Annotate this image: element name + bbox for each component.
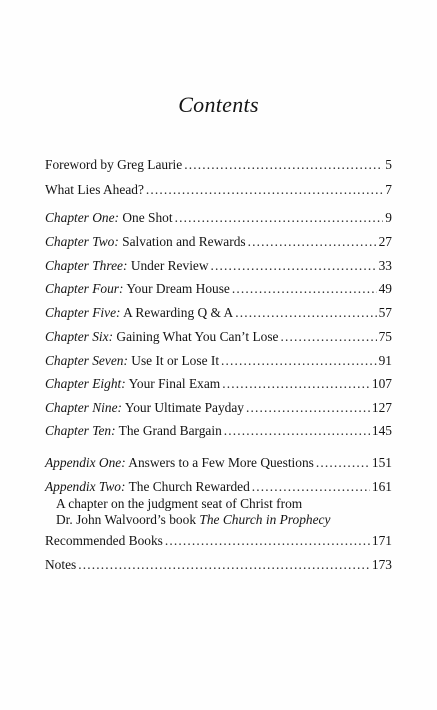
toc-entry-notes[interactable] [45,557,392,573]
dot-leader [211,258,377,274]
entry-title: Recommended Books [45,533,163,548]
entry-label [45,455,314,471]
entry-title: Your Ultimate Payday [124,400,245,415]
description-line-2 [56,512,386,528]
toc-entry-what-lies-ahead[interactable] [45,182,392,198]
entry-page-number: 9 [385,210,392,225]
entry-title: Use It or Lose It [131,353,220,368]
contents-title: Contents [178,92,259,117]
toc-entry-recommended-books[interactable] [45,533,392,549]
description-text: Dr. John Walvoord’s book [56,512,197,527]
dot-leader [165,533,370,549]
entry-prefix: Chapter Ten: [45,423,116,438]
toc-entry-chapter-seven[interactable] [45,353,392,369]
dot-leader [78,557,370,573]
entry-prefix: Chapter Three: [45,258,128,273]
entry-label [45,234,246,250]
entry-page-number: 49 [378,281,392,296]
dot-leader [246,400,370,416]
entry-title: Answers to a Few More Questions [128,455,314,470]
entry-title: Salvation and Rewards [122,234,246,249]
entry-prefix: Chapter Eight: [45,376,126,391]
toc-entry-chapter-six[interactable] [45,329,392,345]
entry-title: Gaining What You Can’t Lose [116,329,279,344]
dot-leader [146,182,383,198]
dot-leader [316,455,370,471]
entry-title: One Shot [122,210,173,225]
entry-label [45,557,76,573]
entry-label [45,258,209,274]
toc-entry-foreword[interactable] [45,157,392,173]
entry-prefix: Chapter One: [45,210,120,225]
entry-page-number: 151 [371,455,392,470]
entry-title: The Church Rewarded [128,479,250,494]
entry-title: Notes [45,557,77,572]
dot-leader [222,376,370,392]
entry-title: Under Review [130,258,209,273]
dot-leader [221,353,377,369]
appendix-two-description [56,496,386,528]
entry-page-number: 173 [371,557,392,572]
entry-title: A Rewarding Q & A [123,305,234,320]
dot-leader [235,305,376,321]
toc-entry-chapter-eight[interactable] [45,376,392,392]
entry-page-number: 145 [371,423,392,438]
entry-label [45,210,173,226]
entry-prefix: Chapter Seven: [45,353,128,368]
dot-leader [175,210,384,226]
dot-leader [248,234,377,250]
dot-leader [232,281,377,297]
entry-label [45,281,230,297]
dot-leader [184,157,383,173]
entry-title: What Lies Ahead? [45,182,144,197]
toc-entry-chapter-two[interactable] [45,234,392,250]
entry-title: Foreword by Greg Laurie [45,157,183,172]
entry-title: Your Final Exam [128,376,221,391]
entry-label [45,479,250,495]
entry-page-number: 107 [371,376,392,391]
toc-entry-chapter-three[interactable] [45,258,392,274]
entry-prefix: Chapter Six: [45,329,114,344]
entry-prefix: Chapter Two: [45,234,119,249]
entry-title: The Grand Bargain [118,423,222,438]
dot-leader [280,329,376,345]
entry-page-number: 127 [371,400,392,415]
toc-entry-appendix-one[interactable] [45,455,392,471]
description-line-1: A chapter on the judgment seat of Christ from [56,496,303,511]
toc-entry-chapter-ten[interactable] [45,423,392,439]
entry-label [45,423,222,439]
entry-page-number: 7 [385,182,392,197]
entry-label [45,157,182,173]
entry-prefix: Appendix One: [45,455,126,470]
entry-prefix: Chapter Nine: [45,400,122,415]
entry-page-number: 27 [378,234,392,249]
entry-title: Your Dream House [126,281,230,296]
entry-page-number: 161 [371,479,392,494]
entry-page-number: 57 [378,305,392,320]
toc-entry-chapter-four[interactable] [45,281,392,297]
toc-entry-chapter-five[interactable] [45,305,392,321]
book-title: The Church in Prophecy [199,512,331,527]
entry-page-number: 5 [385,157,392,172]
entry-page-number: 33 [378,258,392,273]
dot-leader [252,479,370,495]
toc-entry-appendix-two[interactable] [45,479,392,495]
entry-label [45,533,163,549]
entry-page-number: 75 [378,329,392,344]
entry-prefix: Chapter Four: [45,281,124,296]
entry-label [45,400,244,416]
entry-label [45,353,219,369]
toc-entry-chapter-one[interactable] [45,210,392,226]
toc-entry-chapter-nine[interactable] [45,400,392,416]
entry-prefix: Chapter Five: [45,305,121,320]
dot-leader [224,423,370,439]
entry-label [45,182,144,198]
entry-label [45,376,220,392]
entry-prefix: Appendix Two: [45,479,126,494]
entry-page-number: 91 [378,353,392,368]
entry-page-number: 171 [371,533,392,548]
entry-label [45,329,278,345]
entry-label [45,305,233,321]
